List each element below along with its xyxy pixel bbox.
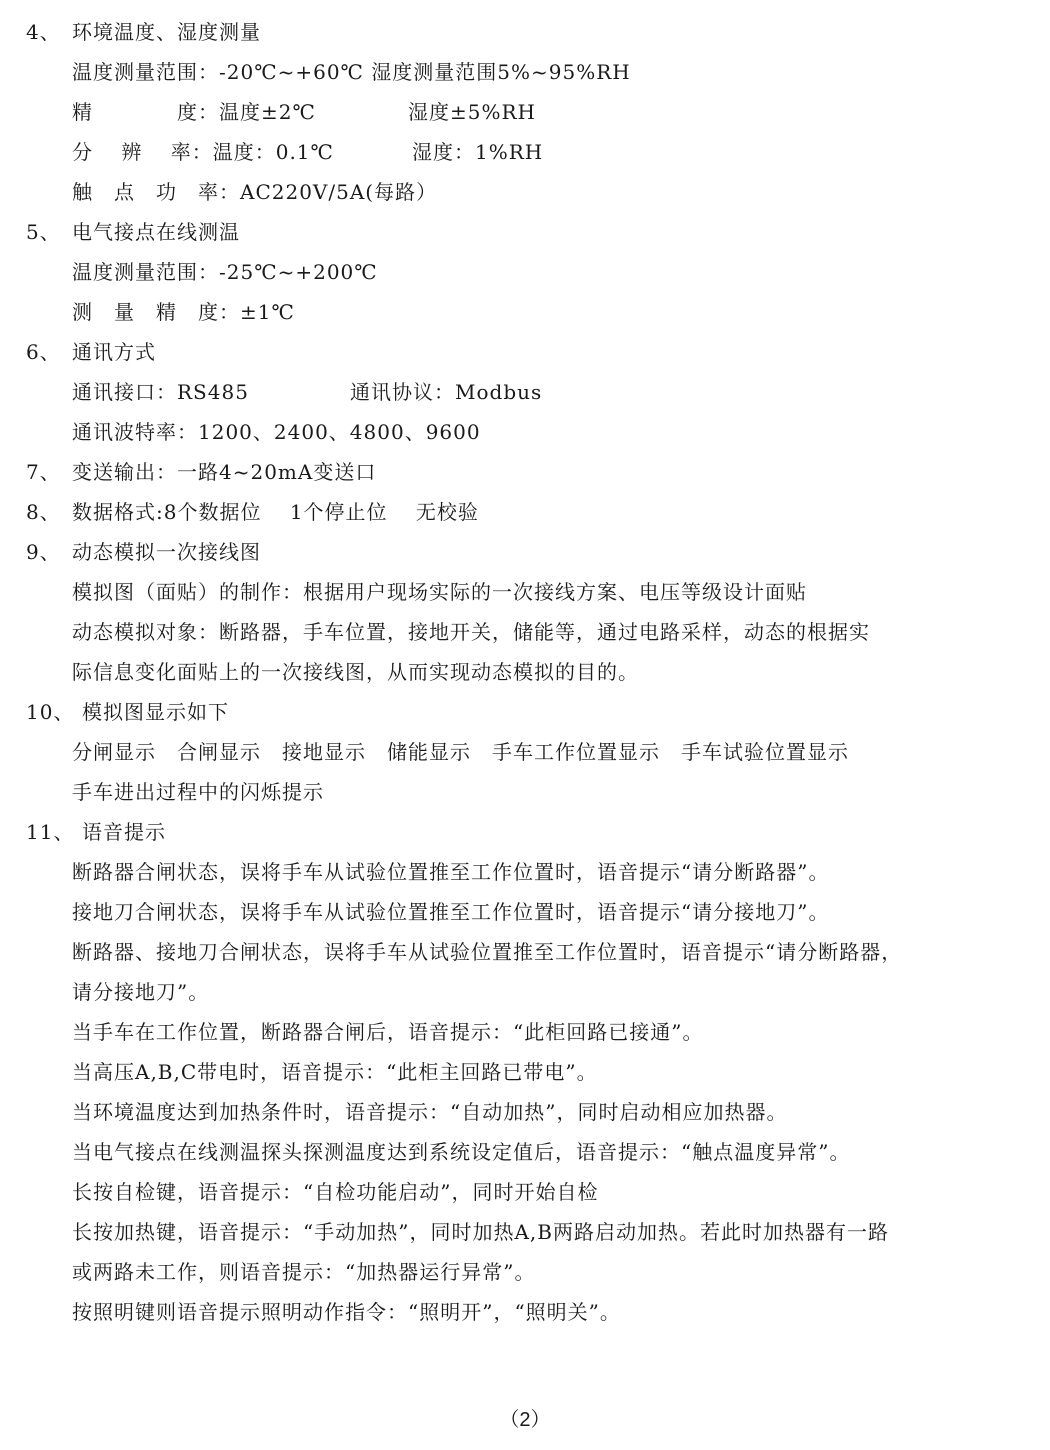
paragraph-line — [0, 412, 1050, 452]
paragraph-line — [0, 172, 1050, 212]
contact-power: 触 点 功 率：AC220V/5A(每路） — [72, 180, 438, 204]
paragraph-text: 断路器、接地刀合闸状态，误将手车从试验位置推至工作位置时，语音提示“请分断路器， — [72, 940, 903, 964]
section-number: 11、 — [26, 820, 75, 844]
paragraph-text: 当电气接点在线测温探头探测温度达到系统设定值后，语音提示：“触点温度异常”。 — [72, 1140, 851, 1164]
paragraph-line — [0, 1052, 1050, 1092]
page-number: （2） — [499, 1409, 551, 1431]
section-5-heading-line — [0, 212, 1050, 252]
section-heading: 模拟图显示如下 — [82, 700, 229, 724]
comm-protocol: 通讯协议：Modbus — [350, 380, 543, 404]
section-number: 9、 — [26, 540, 61, 564]
paragraph-line — [0, 252, 1050, 292]
section-heading: 动态模拟一次接线图 — [72, 540, 261, 564]
paragraph-text: 分闸显示 合闸显示 接地显示 储能显示 手车工作位置显示 手车试验位置显示 — [72, 740, 849, 764]
section-11-heading-line — [0, 812, 1050, 852]
section-10-heading-line — [0, 692, 1050, 732]
paragraph-text: 际信息变化面贴上的一次接线图，从而实现动态模拟的目的。 — [72, 660, 639, 684]
paragraph-line — [0, 732, 1050, 772]
paragraph-text: 模拟图（面贴）的制作：根据用户现场实际的一次接线方案、电压等级设计面贴 — [72, 580, 807, 604]
paragraph-line — [0, 52, 1050, 92]
paragraph-line — [0, 1132, 1050, 1172]
temp-humidity-range: 温度测量范围：-20℃~+60℃ 湿度测量范围5%~95%RH — [72, 60, 631, 84]
paragraph-line — [0, 1252, 1050, 1292]
paragraph-text: 动态模拟对象：断路器，手车位置，接地开关，储能等，通过电路采样，动态的根据实 — [72, 620, 870, 644]
paragraph-line — [0, 892, 1050, 932]
paragraph-line — [0, 1212, 1050, 1252]
section-heading: 电气接点在线测温 — [72, 220, 240, 244]
paragraph-text: 接地刀合闸状态，误将手车从试验位置推至工作位置时，语音提示“请分接地刀”。 — [72, 900, 830, 924]
paragraph-line — [0, 972, 1050, 1012]
paragraph-text: 手车进出过程中的闪烁提示 — [72, 780, 324, 804]
paragraph-line — [0, 92, 1050, 132]
section-9-heading-line — [0, 532, 1050, 572]
section-number: 10、 — [26, 700, 75, 724]
paragraph-text: 当高压A,B,C带电时，语音提示：“此柜主回路已带电”。 — [72, 1060, 598, 1084]
paragraph-text: 断路器合闸状态，误将手车从试验位置推至工作位置时，语音提示“请分断路器”。 — [72, 860, 830, 884]
section-7-line — [0, 452, 1050, 492]
accuracy-humidity: 湿度±5%RH — [408, 100, 536, 124]
paragraph-line — [0, 372, 1050, 412]
paragraph-text: 长按自检键，语音提示：“自检功能启动”，同时开始自检 — [72, 1180, 599, 1204]
paragraph-line — [0, 772, 1050, 812]
section-number: 5、 — [26, 220, 61, 244]
section-text: 变送输出：一路4~20mA变送口 — [72, 460, 377, 484]
section-text: 数据格式:8个数据位 1个停止位 无校验 — [72, 500, 479, 524]
section-8-line — [0, 492, 1050, 532]
paragraph-line — [0, 1172, 1050, 1212]
section-number: 8、 — [26, 500, 61, 524]
paragraph-line — [0, 132, 1050, 172]
section-number: 4、 — [26, 20, 61, 44]
section-number: 6、 — [26, 340, 61, 364]
paragraph-text: 长按加热键，语音提示：“手动加热”，同时加热A,B两路启动加热。若此时加热器有一路 — [72, 1220, 889, 1244]
paragraph-line — [0, 932, 1050, 972]
paragraph-line — [0, 1092, 1050, 1132]
paragraph-line — [0, 1292, 1050, 1332]
comm-baud-rate: 通讯波特率：1200、2400、4800、9600 — [72, 420, 481, 444]
measure-accuracy: 测 量 精 度：±1℃ — [72, 300, 295, 324]
paragraph-line — [0, 292, 1050, 332]
paragraph-line — [0, 652, 1050, 692]
resolution-temp: 分 辨 率：温度：0.1℃ — [72, 140, 334, 164]
section-6-heading-line — [0, 332, 1050, 372]
comm-interface: 通讯接口：RS485 — [72, 380, 249, 404]
paragraph-line — [0, 1012, 1050, 1052]
section-number: 7、 — [26, 460, 61, 484]
paragraph-text: 按照明键则语音提示照明动作指令：“照明开”，“照明关”。 — [72, 1300, 621, 1324]
section-4-heading-line — [0, 12, 1050, 52]
temp-range: 温度测量范围：-25℃~+200℃ — [72, 260, 378, 284]
section-heading: 语音提示 — [82, 820, 166, 844]
paragraph-line — [0, 572, 1050, 612]
paragraph-text: 当环境温度达到加热条件时，语音提示：“自动加热”，同时启动相应加热器。 — [72, 1100, 788, 1124]
section-heading: 通讯方式 — [72, 340, 156, 364]
resolution-humidity: 湿度：1%RH — [412, 140, 544, 164]
paragraph-text: 当手车在工作位置，断路器合闸后，语音提示：“此柜回路已接通”。 — [72, 1020, 704, 1044]
paragraph-line — [0, 852, 1050, 892]
paragraph-line — [0, 612, 1050, 652]
accuracy-temp: 精 度：温度±2℃ — [72, 100, 316, 124]
section-heading: 环境温度、湿度测量 — [72, 20, 261, 44]
paragraph-text: 请分接地刀”。 — [72, 980, 210, 1004]
paragraph-text: 或两路未工作，则语音提示：“加热器运行异常”。 — [72, 1260, 536, 1284]
